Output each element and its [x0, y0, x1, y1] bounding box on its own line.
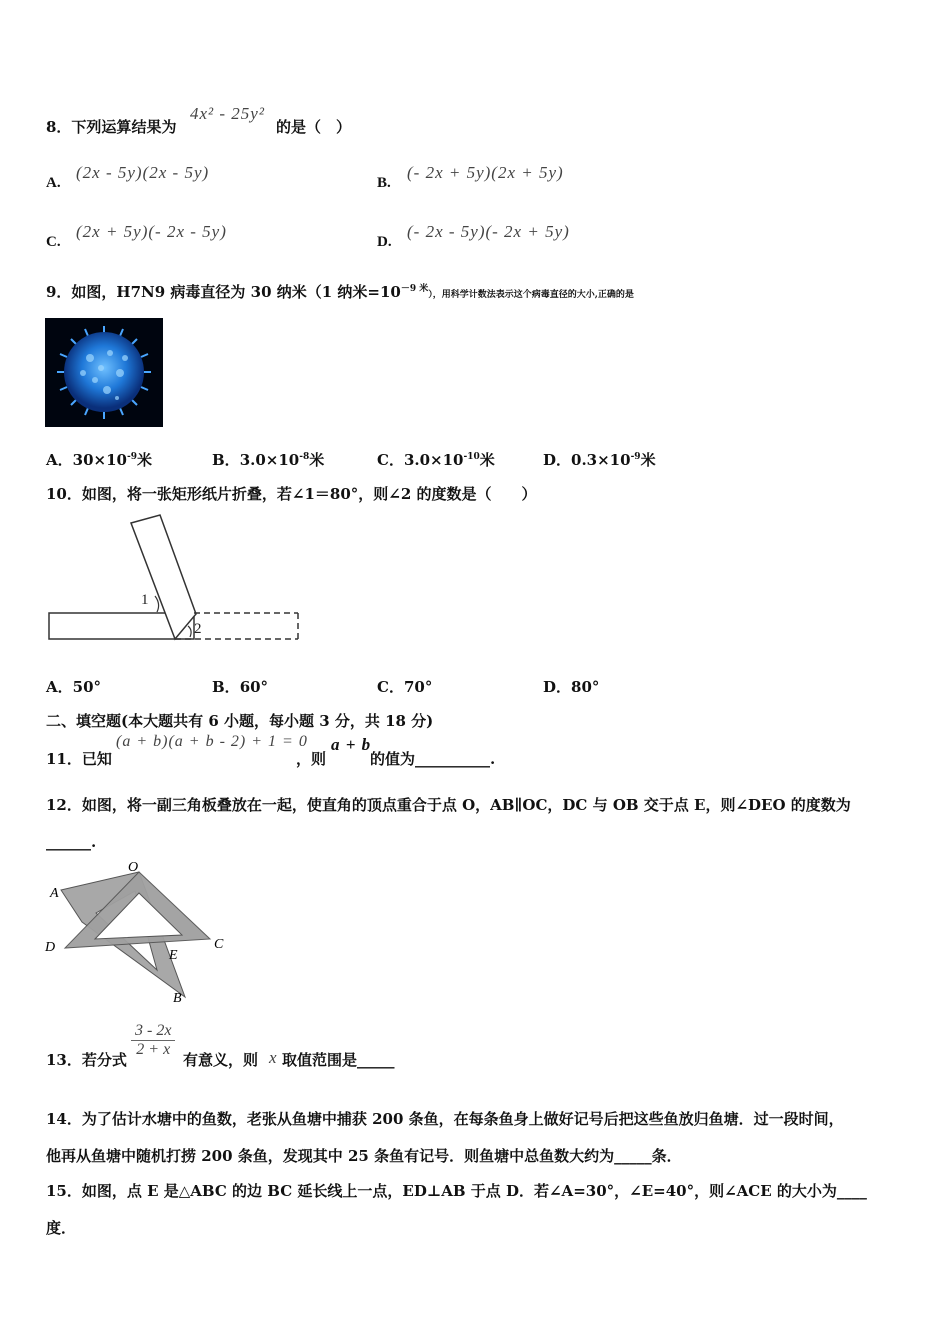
q10-stem: 10．如图，将一张矩形纸片折叠，若∠1＝80°，则∠2 的度数是（ ）: [46, 485, 537, 503]
q8-option-a-label: A.: [46, 175, 61, 191]
q13-prefix: 13．若分式: [46, 1051, 127, 1069]
virus-image: [45, 318, 163, 427]
q13-suffix: 取值范围是_____: [282, 1051, 395, 1069]
q9-option-c-mant: 3.0×10: [403, 451, 464, 469]
q10-option-d-label: D．: [543, 678, 572, 696]
q8-stem-prefix: 8．下列运算结果为: [46, 118, 177, 136]
q8-option-d-label: D.: [377, 234, 392, 250]
q9-option-a-exp: -9: [126, 452, 137, 462]
q12-fig-label-a: A: [50, 886, 59, 901]
q10-option-d-text: 80°: [571, 678, 600, 696]
q14-line1: 14．为了估计水塘中的鱼数，老张从鱼塘中捕获 200 条鱼，在每条鱼身上做好记号后把这些鱼放归鱼塘．过一段时间，: [46, 1110, 844, 1128]
q10-option-c-label: C．: [377, 678, 404, 696]
q8-expr: 4x² - 25y²: [190, 104, 265, 123]
q9-option-a-unit: 米: [136, 451, 152, 469]
q8-option-c-expr: (2x + 5y)(- 2x - 5y): [76, 222, 227, 241]
q11-expr: (a + b)(a + b - 2) + 1 = 0: [116, 733, 308, 750]
q15-line2: 度．: [46, 1219, 77, 1237]
q11-suffix: 的值为__________.: [370, 750, 496, 768]
q9-stem-text: 9．如图，H7N9 病毒直径为 30 纳米（1 纳米=10: [46, 283, 401, 301]
q8-option-d-expr: (- 2x - 5y)(- 2x + 5y): [407, 222, 570, 241]
q11-mid: ，则: [296, 750, 327, 768]
q10-option-a: [46, 676, 101, 697]
q9-option-a: [46, 449, 152, 470]
q10-option-c: [377, 676, 432, 697]
q9-option-b-exp: -8: [299, 452, 310, 462]
q10-option-c-text: 70°: [403, 678, 433, 696]
q8-option-b-label: B.: [377, 175, 391, 191]
q12-fig-label-e: E: [169, 948, 178, 963]
q12-fig-label-b: B: [173, 991, 182, 1006]
q12-line2: ______.: [46, 833, 97, 851]
q9-option-d-label: D．: [543, 451, 572, 469]
q10-option-d: [543, 676, 599, 697]
q9-option-b-label: B．: [212, 451, 240, 469]
q10-fold-figure: [45, 512, 305, 644]
q9-option-a-label: A．: [46, 451, 73, 469]
q8-option-a-expr: (2x - 5y)(2x - 5y): [76, 163, 210, 182]
q13-mid: 有意义，则: [183, 1051, 259, 1069]
q9-option-c-unit: 米: [479, 451, 495, 469]
q11-prefix: 11．已知: [46, 750, 112, 768]
q9-option-b-unit: 米: [309, 451, 325, 469]
q9-option-c-label: C．: [377, 451, 404, 469]
q13-numerator: 3 - 2x: [135, 1022, 172, 1039]
q10-fig-label-2: 2: [194, 621, 202, 637]
q9-option-d-unit: 米: [640, 451, 656, 469]
q15-line1: 15．如图，点 E 是△ABC 的边 BC 延长线上一点，ED⊥AB 于点 D．若∠A=30°，∠E=40°，则∠ACE 的大小为____: [46, 1182, 867, 1200]
q8-option-c-label: C.: [46, 234, 61, 250]
q10-fig-label-1: 1: [141, 592, 149, 608]
q10-option-a-text: 50°: [72, 678, 102, 696]
q13-fraction: [131, 1022, 175, 1059]
q13-denominator: 2 + x: [131, 1040, 175, 1059]
q9-stem-small: ），用科学计数法表示这个病毒直径的大小,正确的是: [428, 290, 634, 300]
q8-option-b-expr: (- 2x + 5y)(2x + 5y): [407, 163, 564, 182]
q8-stem: [46, 116, 176, 137]
q9-stem-exp: －9 米: [400, 284, 429, 294]
q12-line1: 12．如图，将一副三角板叠放在一起，使直角的顶点重合于点 O，AB∥OC，DC 与 OB 交于点 E，则∠DEO 的度数为: [46, 796, 851, 814]
q9-option-a-mant: 30×10: [72, 451, 127, 469]
q12-fig-label-c: C: [214, 937, 224, 952]
q9-option-b-mant: 3.0×10: [239, 451, 300, 469]
q9-option-d-mant: 0.3×10: [571, 451, 631, 469]
q13-var: x: [269, 1048, 278, 1067]
q10-option-b: [212, 676, 268, 697]
q9-option-b: [212, 449, 324, 470]
q12-fig-label-d: D: [45, 940, 56, 955]
q9-stem: [46, 281, 634, 302]
q10-option-a-label: A．: [46, 678, 73, 696]
q12-triangles-figure: [42, 855, 242, 1010]
q8-stem-suffix: 的是（ ）: [276, 118, 352, 136]
q11-expr2: a + b: [331, 735, 372, 754]
q10-option-b-label: B．: [212, 678, 240, 696]
q9-option-c-exp: -10: [463, 452, 480, 462]
q12-fig-label-o: O: [128, 860, 139, 875]
q9-option-c: [377, 449, 495, 470]
q14-line2: 他再从鱼塘中随机打捞 200 条鱼，发现其中 25 条鱼有记号．则鱼塘中总鱼数大约为_____条．: [46, 1147, 682, 1165]
section-title: 二、填空题(本大题共有 6 小题，每小题 3 分，共 18 分): [46, 712, 434, 730]
q9-option-d-exp: -9: [630, 452, 641, 462]
q10-option-b-text: 60°: [239, 678, 269, 696]
q9-option-d: [543, 449, 656, 470]
